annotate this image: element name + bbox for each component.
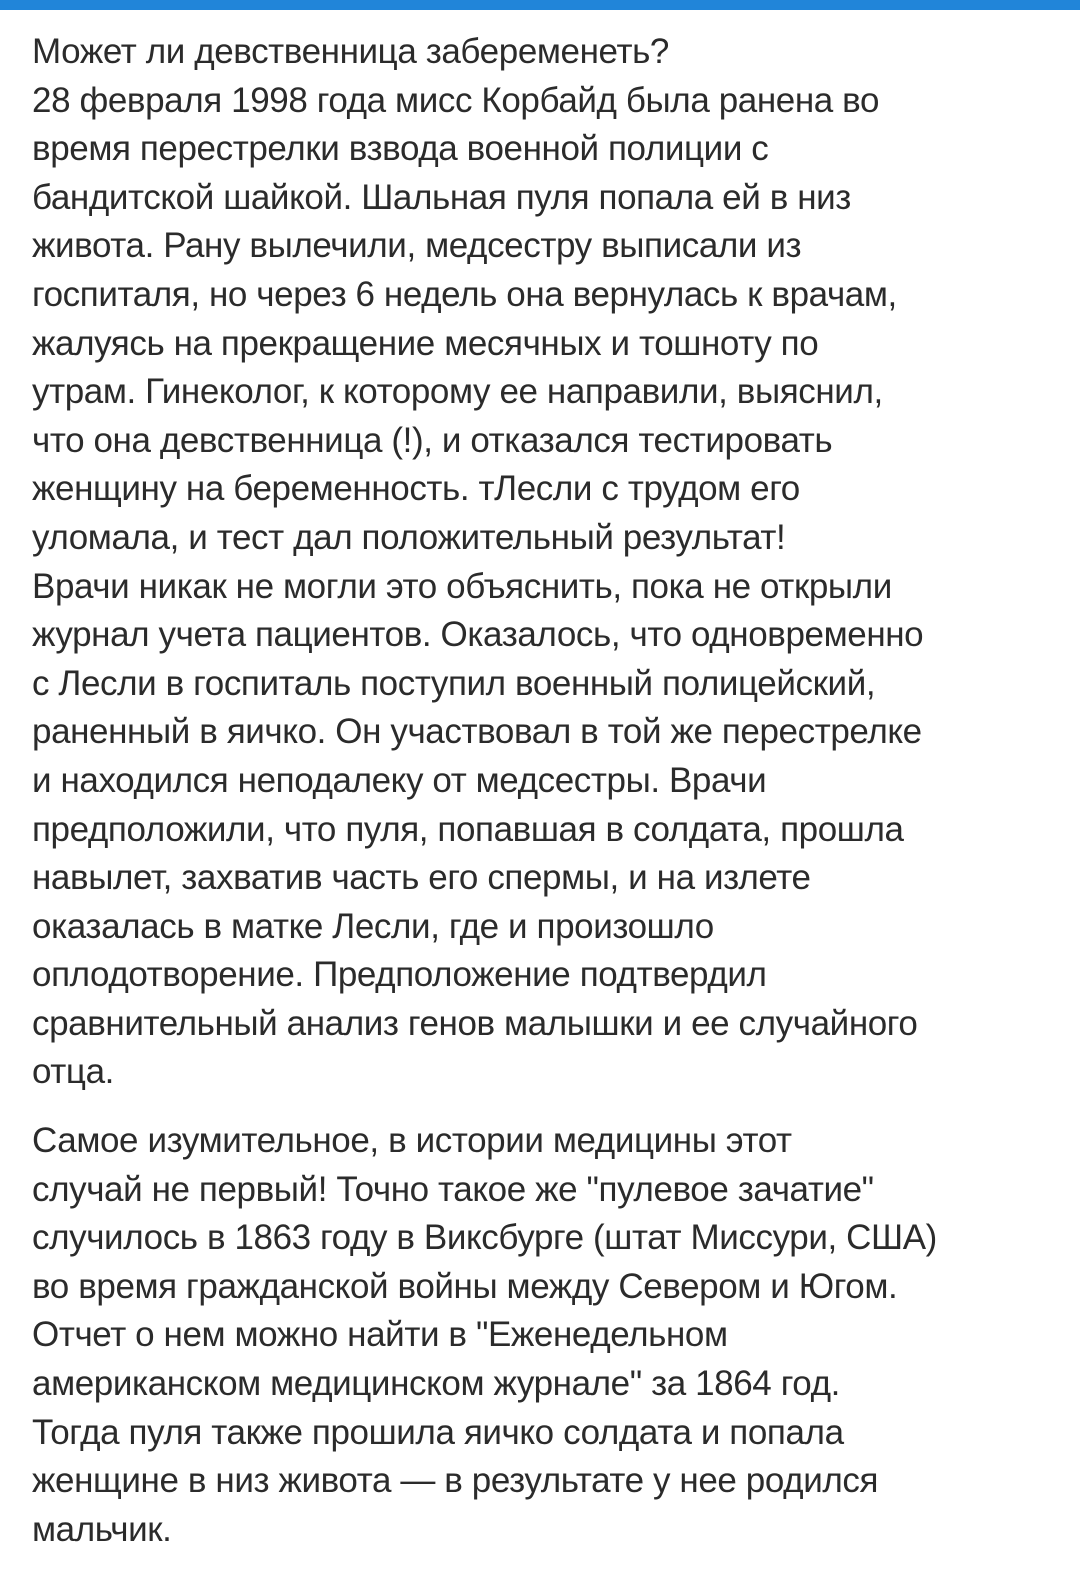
text-line: Тогда пуля также прошила яичко солдата и попала <box>32 1412 844 1452</box>
text-line: оплодотворение. Предположение подтвердил <box>32 955 767 995</box>
text-line: отца. <box>32 1052 114 1092</box>
text-line: что она девственница (!), и отказался тестировать <box>32 420 833 460</box>
text-line: женщину на беременность. тЛесли с трудом его <box>32 469 800 509</box>
text-line: живота. Рану вылечили, медсестру выписали из <box>32 226 802 266</box>
text-line: предположили, что пуля, попавшая в солдата, прошла <box>32 809 904 849</box>
text-line: сравнительный анализ генов малышки и ее случайного <box>32 1003 918 1043</box>
text-line: оказалась в матке Лесли, где и произошло <box>32 906 714 946</box>
paragraph-spacer <box>32 1097 1062 1117</box>
text-line: 28 февраля 1998 года мисс Корбайд была ранена во <box>32 80 880 120</box>
text-line: утрам. Гинеколог, к которому ее направили, выяснил, <box>32 372 883 412</box>
post-text <box>32 28 1062 1554</box>
paragraph-1 <box>32 28 1062 1097</box>
text-line: журнал учета пациентов. Оказалось, что одновременно <box>32 615 924 655</box>
text-line: навылет, захватив часть его спермы, и на излете <box>32 858 811 898</box>
text-line: во время гражданской войны между Севером и Югом. <box>32 1266 898 1306</box>
text-line: женщине в низ живота — в результате у нее родился <box>32 1461 879 1501</box>
text-line: Самое изумительное, в истории медицины этот <box>32 1121 792 1161</box>
text-line: случай не первый! Точно такое же "пулевое зачатие" <box>32 1169 874 1209</box>
paragraph-2 <box>32 1117 1062 1554</box>
top-accent-bar <box>0 0 1080 10</box>
text-line: уломала, и тест дал положительный результат! <box>32 517 786 557</box>
text-line: жалуясь на прекращение месячных и тошноту по <box>32 323 819 363</box>
text-line: раненный в яичко. Он участвовал в той же перестрелке <box>32 712 922 752</box>
text-line: время перестрелки взвода военной полиции с <box>32 129 769 169</box>
text-line: Отчет о нем можно найти в "Еженедельном <box>32 1315 728 1355</box>
text-line: с Лесли в госпиталь поступил военный полицейский, <box>32 663 876 703</box>
text-line: американском медицинском журнале" за 1864 год. <box>32 1364 840 1404</box>
text-line: мальчик. <box>32 1509 172 1549</box>
text-line: бандитской шайкой. Шальная пуля попала ей в низ <box>32 177 851 217</box>
text-line: Врачи никак не могли это объяснить, пока не открыли <box>32 566 892 606</box>
text-line: случилось в 1863 году в Виксбурге (штат Миссури, США) <box>32 1218 937 1258</box>
text-line: Может ли девственница забеременеть? <box>32 32 669 71</box>
text-line: и находился неподалеку от медсестры. Врачи <box>32 760 767 800</box>
text-line: госпиталя, но через 6 недель она вернулась к врачам, <box>32 274 897 314</box>
